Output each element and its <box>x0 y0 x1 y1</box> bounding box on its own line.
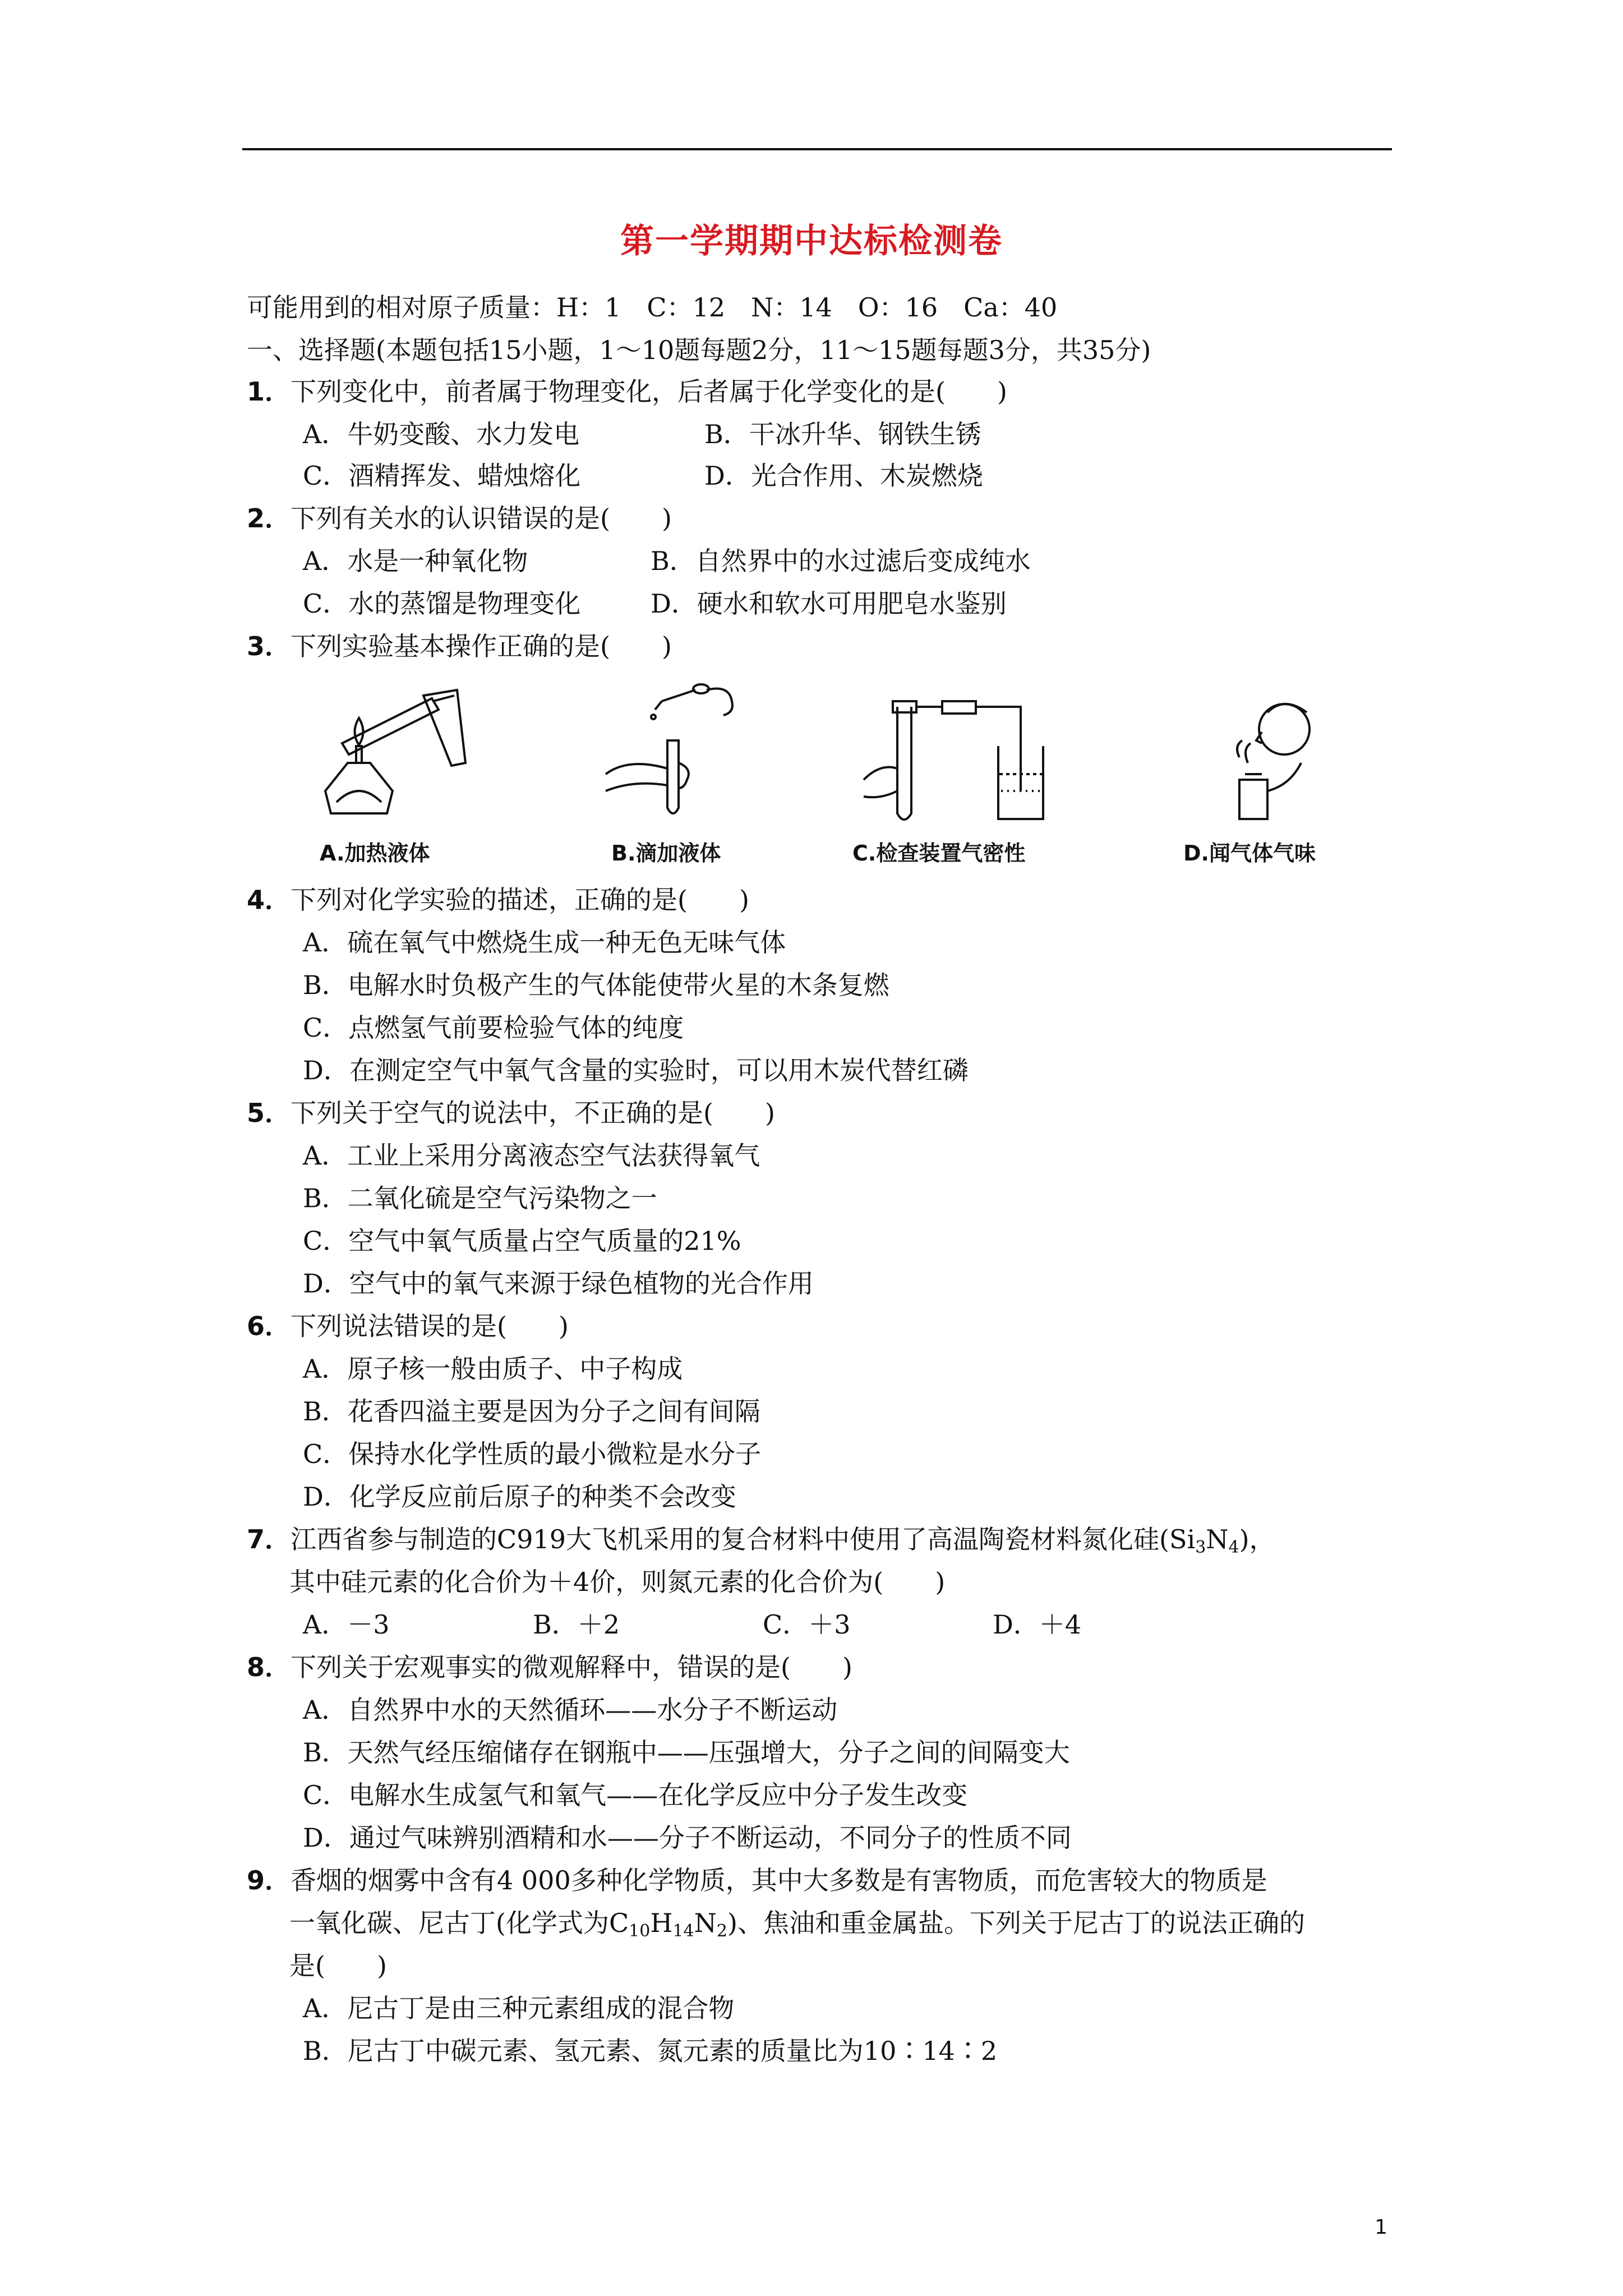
q1-option-c: C．酒精挥发、蜡烛熔化 <box>303 461 581 491</box>
formula-element: H <box>650 1908 673 1938</box>
q8-option-a: A．自然界中水的天然循环——水分子不断运动 <box>303 1695 838 1725</box>
q5-option-c: C．空气中氧气质量占空气质量的21% <box>303 1226 741 1256</box>
q2-option-a: A．水是一种氧化物 <box>303 546 528 576</box>
q6-option-c: C．保持水化学性质的最小微粒是水分子 <box>303 1439 762 1469</box>
question-8 <box>247 1650 852 1684</box>
question-number: 6． <box>247 1311 291 1341</box>
question-stem: 下列说法错误的是( ) <box>291 1311 569 1341</box>
question-stem-end: )， <box>1239 1524 1275 1554</box>
q6-option-d: D．化学反应前后原子的种类不会改变 <box>303 1481 736 1512</box>
q6-option-b: B．花香四溢主要是因为分子之间有间隔 <box>303 1396 760 1427</box>
question-9 <box>247 1864 1267 1897</box>
dropping-liquid-figure <box>594 679 751 830</box>
question-4 <box>247 883 749 917</box>
question-5 <box>247 1096 775 1130</box>
figure-caption-d: D.闻气体气味 <box>1183 841 1316 866</box>
q4-option-b: B．电解水时负极产生的气体能使带火星的木条复燃 <box>303 970 889 1000</box>
question-stem: 下列变化中，前者属于物理变化，后者属于化学变化的是( ) <box>291 376 1007 407</box>
q1-option-b: B．干冰升华、钢铁生锈 <box>704 419 981 449</box>
q8-option-d: D．通过气味辨别酒精和水——分子不断运动，不同分子的性质不同 <box>303 1823 1072 1853</box>
question-2 <box>247 501 672 535</box>
formula-element: N <box>694 1908 717 1938</box>
q7-option-c: C．＋3 <box>763 1609 851 1640</box>
page-number: 1 <box>1375 2216 1387 2239</box>
air-tightness-check-figure <box>858 679 1049 830</box>
question-stem: 下列实验基本操作正确的是( ) <box>291 631 672 661</box>
stem-part: 一氧化碳、尼古丁(化学式为C <box>289 1908 629 1938</box>
question-number: 2． <box>247 503 291 533</box>
q9-option-b: B．尼古丁中碳元素、氢元素、氮元素的质量比为10∶14∶2 <box>303 2036 998 2066</box>
question-number: 1． <box>247 376 291 407</box>
section-heading: 一、选择题(本题包括15小题，1～10题每题2分，11～15题每题3分，共35分) <box>247 335 1151 365</box>
q6-option-a: A．原子核一般由质子、中子构成 <box>303 1354 683 1384</box>
q4-option-d: D．在测定空气中氧气含量的实验时，可以用木炭代替红磷 <box>303 1055 969 1085</box>
question-stem: 香烟的烟雾中含有4 000多种化学物质，其中大多数是有害物质，而危害较大的物质是 <box>291 1865 1267 1895</box>
question-9-continued-2: 是( ) <box>289 1950 387 1981</box>
question-number: 5． <box>247 1098 291 1128</box>
q9-option-a: A．尼古丁是由三种元素组成的混合物 <box>303 1993 735 2023</box>
header-rule <box>242 148 1392 150</box>
figure-caption-a: A.加热液体 <box>320 841 430 866</box>
question-stem: 江西省参与制造的C919大飞机采用的复合材料中使用了高温陶瓷材料氮化硅(Si <box>291 1524 1196 1554</box>
question-number: 8． <box>247 1652 291 1682</box>
page-title: 第一学期期中达标检测卷 <box>620 222 1003 261</box>
q2-option-d: D．硬水和软水可用肥皂水鉴别 <box>651 588 1007 619</box>
question-1 <box>247 375 1007 408</box>
q5-option-a: A．工业上采用分离液态空气法获得氧气 <box>303 1140 760 1171</box>
question-7-continued: 其中硅元素的化合价为＋4价，则氮元素的化合价为( ) <box>289 1567 946 1597</box>
question-6 <box>247 1309 569 1343</box>
q7-option-a: A．－3 <box>303 1609 390 1640</box>
question-number: 4． <box>247 885 291 915</box>
question-9-continued <box>289 1906 1305 1940</box>
q8-option-c: C．电解水生成氢气和氧气——在化学反应中分子发生改变 <box>303 1780 968 1810</box>
question-stem: 下列关于空气的说法中，不正确的是( ) <box>291 1098 775 1128</box>
question-3 <box>247 629 672 663</box>
smelling-gas-figure <box>1206 679 1335 830</box>
subscript: 3 <box>1195 1538 1206 1557</box>
atomic-mass-line: 可能用到的相对原子质量：H：1 C：12 N：14 O：16 Ca：40 <box>247 292 1058 323</box>
figure-caption-b: B.滴加液体 <box>611 841 721 866</box>
q8-option-b: B．天然气经压缩储存在钢瓶中——压强增大，分子之间的间隔变大 <box>303 1737 1070 1768</box>
q2-option-b: B．自然界中的水过滤后变成纯水 <box>651 546 1031 576</box>
question-number: 3． <box>247 631 291 661</box>
formula-element: N <box>1206 1524 1229 1554</box>
question-7 <box>247 1522 1275 1556</box>
figure-caption-c: C.检查装置气密性 <box>852 841 1026 866</box>
question-number: 7． <box>247 1524 291 1554</box>
subscript: 14 <box>672 1921 694 1941</box>
q7-option-d: D．＋4 <box>993 1609 1082 1640</box>
question-stem: 下列对化学实验的描述，正确的是( ) <box>291 885 749 915</box>
question-stem: 下列有关水的认识错误的是( ) <box>291 503 672 533</box>
question-number: 9． <box>247 1865 291 1895</box>
subscript: 10 <box>629 1921 651 1941</box>
subscript: 4 <box>1228 1538 1239 1557</box>
q5-option-d: D．空气中的氧气来源于绿色植物的光合作用 <box>303 1268 814 1299</box>
heating-liquid-figure <box>303 679 471 830</box>
q1-option-d: D．光合作用、木炭燃烧 <box>704 461 983 491</box>
q2-option-c: C．水的蒸馏是物理变化 <box>303 588 581 619</box>
q4-option-a: A．硫在氧气中燃烧生成一种无色无味气体 <box>303 927 786 958</box>
q1-option-a: A．牛奶变酸、水力发电 <box>303 419 580 449</box>
q5-option-b: B．二氧化硫是空气污染物之一 <box>303 1183 657 1213</box>
subscript: 2 <box>716 1921 727 1941</box>
q4-option-c: C．点燃氢气前要检验气体的纯度 <box>303 1013 684 1043</box>
stem-part: )、焦油和重金属盐。下列关于尼古丁的说法正确的 <box>727 1908 1305 1938</box>
question-stem: 下列关于宏观事实的微观解释中，错误的是( ) <box>291 1652 852 1682</box>
q7-option-b: B．＋2 <box>533 1609 620 1640</box>
